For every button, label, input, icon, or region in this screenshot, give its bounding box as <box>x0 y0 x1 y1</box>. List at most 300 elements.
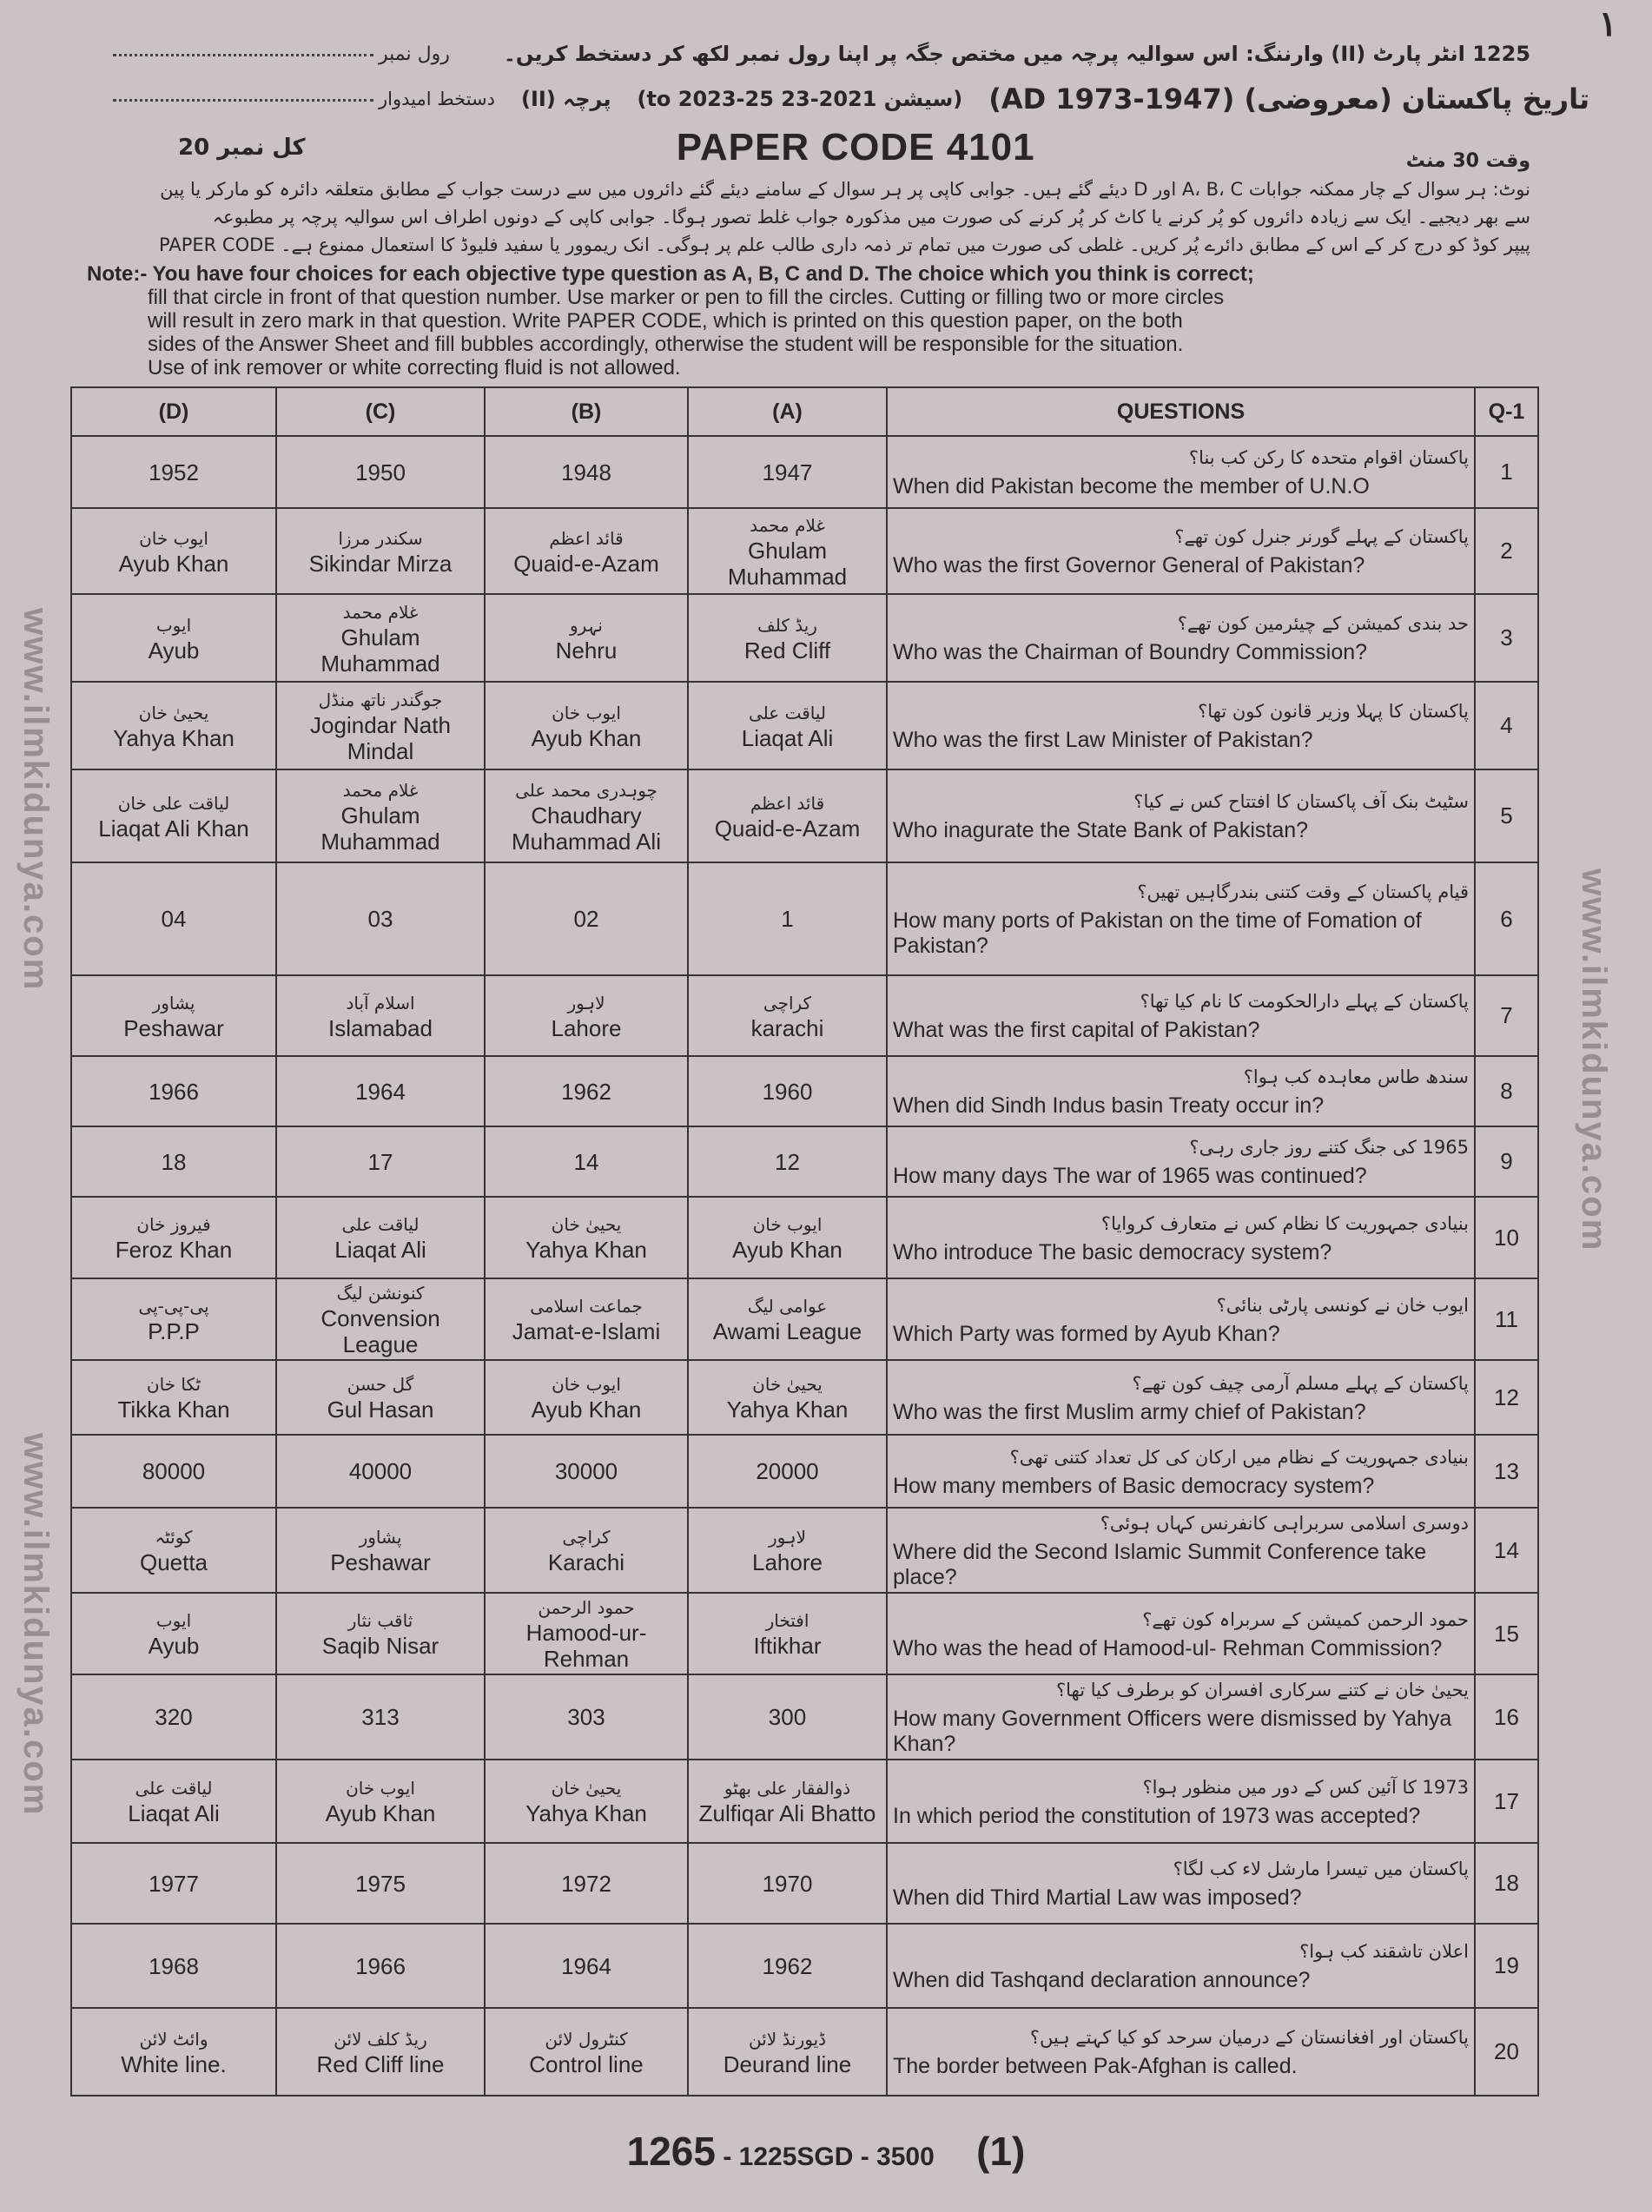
option-urdu: حمود الرحمن <box>538 1597 635 1618</box>
question-urdu: 1965 کی جنگ کتنے روز جاری رہی؟ <box>1189 1137 1469 1158</box>
option-english: Islamabad <box>328 1014 433 1041</box>
total-marks: کل نمبر 20 <box>178 135 306 161</box>
option-b <box>485 1126 688 1197</box>
question-english: How many ports of Pakistan on the time of Fomation of Pakistan? <box>893 908 1422 958</box>
option-c <box>276 975 485 1056</box>
question-number: 4 <box>1475 682 1538 769</box>
question-urdu: بنیادی جمہوریت کا نظام کس نے متعارف کروایا؟ <box>1100 1212 1469 1234</box>
table-row <box>71 1674 1538 1760</box>
question-english: When did Third Martial Law was imposed? <box>893 1885 1302 1910</box>
option-urdu: کنونشن لیگ <box>336 1283 425 1304</box>
option-b <box>485 1056 688 1126</box>
table-row <box>71 508 1538 594</box>
option-b <box>485 1278 688 1360</box>
option-urdu: ثاقب نثار <box>347 1610 413 1631</box>
question-number: 20 <box>1475 2008 1538 2096</box>
option-c <box>276 1674 485 1760</box>
question-english: Who was the first Muslim army chief of Pakistan? <box>893 1399 1366 1424</box>
option-urdu: نہرو <box>570 614 603 636</box>
option-c <box>276 1197 485 1278</box>
option-english: Nehru <box>555 637 618 664</box>
option-b <box>485 594 688 682</box>
option-english: Red Cliff line <box>316 2050 445 2077</box>
option-d <box>71 2008 276 2096</box>
option-urdu: ایوب خان <box>752 1214 823 1235</box>
option-english: Ayub Khan <box>118 550 229 577</box>
question-english: Who was the first Law Minister of Pakistan? <box>893 728 1313 752</box>
option-english: Ghulam Muhammad <box>727 537 848 590</box>
option-b <box>485 2008 688 2096</box>
footer-code: 1265 <box>626 2129 716 2174</box>
question-number: 1 <box>1475 436 1538 508</box>
urdu-note-line: نوٹ: ہر سوال کے چار ممکنہ جوابات A، B، C اور D دیئے گئے ہیں۔ جوابی کاپی پر ہر سوال کے سامنے دیئے گئے دائروں میں سے درست جواب کے مطابق متعلقہ دائرہ کو مارکر یا پین <box>160 179 1530 200</box>
option-a <box>688 862 887 975</box>
option-b <box>485 862 688 975</box>
option-b <box>485 1197 688 1278</box>
question-cell <box>887 2008 1475 2096</box>
option-b <box>485 682 688 769</box>
table-row <box>71 594 1538 682</box>
option-english: 303 <box>567 1704 605 1730</box>
header-row-2 <box>113 76 1590 122</box>
question-cell <box>887 682 1475 769</box>
table-row <box>71 1197 1538 1278</box>
question-cell <box>887 436 1475 508</box>
urdu-note-line: پیپر کوڈ کو درج کر کے اس کے مطابق دائرے پُر کریں۔ غلطی کی صورت میں تمام تر ذمہ داری طالب علم پر ہوگی۔ انک ریموور یا سفید فلیوڈ کا استعمال ممنوع ہے۔ PAPER CODE <box>159 234 1530 255</box>
question-urdu: یحییٰ خان نے کتنے سرکاری افسران کو برطرف کیا تھا؟ <box>1055 1680 1469 1700</box>
option-a <box>688 1843 887 1924</box>
option-urdu: گل حسن <box>347 1374 414 1395</box>
table-row <box>71 769 1538 862</box>
option-c <box>276 1360 485 1435</box>
question-number: 11 <box>1475 1278 1538 1360</box>
option-urdu: اسلام آباد <box>346 992 415 1014</box>
option-english: 1970 <box>762 1870 813 1897</box>
option-c <box>276 682 485 769</box>
option-english: Zulfiqar Ali Bhatto <box>698 1800 876 1826</box>
option-urdu: لیاقت علی <box>341 1214 420 1235</box>
question-cell <box>887 1843 1475 1924</box>
option-urdu: ایوب <box>155 614 192 636</box>
option-d <box>71 1508 276 1593</box>
header-c: (C) <box>276 387 485 436</box>
option-urdu: پی-پی-پی <box>138 1296 209 1317</box>
table-row <box>71 1126 1538 1197</box>
watermark: www.ilmkidunya.com <box>1575 868 1613 1252</box>
english-note-line: sides of the Answer Sheet and fill bubbles accordingly, otherwise the student will be responsible for the situation. <box>148 333 1184 356</box>
option-english: 1964 <box>561 1952 611 1979</box>
header-d: (D) <box>71 387 276 436</box>
option-english: Peshawar <box>123 1014 224 1041</box>
option-a <box>688 769 887 862</box>
option-c <box>276 1056 485 1126</box>
option-urdu: لیاقت علی <box>748 702 826 723</box>
question-cell <box>887 1197 1475 1278</box>
option-english: Awami League <box>712 1318 862 1344</box>
signature-field <box>113 89 495 109</box>
option-english: 40000 <box>348 1458 413 1484</box>
option-english: Lahore <box>551 1014 622 1041</box>
table-row <box>71 1843 1538 1924</box>
option-english: Sikindar Mirza <box>308 550 453 577</box>
option-english: Ayub <box>148 637 200 664</box>
option-english: 12 <box>775 1148 800 1175</box>
option-english: Jogindar Nath Mindal <box>310 711 451 764</box>
question-urdu: پاکستان میں تیسرا مارشل لاء کب لگا؟ <box>1173 1859 1469 1879</box>
question-cell <box>887 1508 1475 1593</box>
table-row <box>71 682 1538 769</box>
watermark: www.ilmkidunya.com <box>17 1433 55 1817</box>
question-english: When did Sindh Indus basin Treaty occur in? <box>893 1093 1325 1118</box>
question-number: 15 <box>1475 1593 1538 1674</box>
option-a <box>688 1674 887 1760</box>
option-b <box>485 1593 688 1674</box>
option-b <box>485 1508 688 1593</box>
urdu-note-line: سے بھر دیجیے۔ ایک سے زیادہ دائروں کو پُر کرنے یا کاٹ کر پُر کرنے کی صورت میں مذکورہ جواب غلط تصور ہوگا۔ جوابی کاپی کے دونوں اطراف اس سوالیہ پرچہ پر مطبوعہ <box>212 207 1530 228</box>
option-english: Chaudhary Muhammad Ali <box>512 802 661 855</box>
option-urdu: ایوب خان <box>139 527 208 549</box>
question-urdu: پاکستان کے پہلے دارالحکومت کا نام کیا تھا؟ <box>1140 991 1469 1012</box>
option-english: Ayub <box>148 1633 200 1659</box>
table-row <box>71 862 1538 975</box>
english-note-line: Use of ink remover or white correcting fluid is not allowed. <box>148 356 681 380</box>
option-urdu: یحییٰ خان <box>551 1778 622 1799</box>
option-d <box>71 1924 276 2008</box>
question-cell <box>887 1593 1475 1674</box>
option-english: Tikka Khan <box>117 1397 230 1423</box>
option-urdu: لاہور <box>768 1527 807 1548</box>
option-urdu: کنٹرول لائن <box>545 2028 628 2050</box>
english-note-line: Note:- You have four choices for each objective type question as A, B, C and D. The choice which you think is correct; <box>87 262 1254 286</box>
roll-number-label: رول نمبر <box>379 43 450 65</box>
option-c <box>276 594 485 682</box>
table-row <box>71 1593 1538 1674</box>
option-b <box>485 1843 688 1924</box>
option-c <box>276 1126 485 1197</box>
option-a <box>688 508 887 594</box>
question-number: 8 <box>1475 1056 1538 1126</box>
option-english: Ayub Khan <box>531 1397 642 1423</box>
option-a <box>688 1924 887 2008</box>
option-english: 1966 <box>149 1078 199 1105</box>
option-urdu: ایوب خان <box>346 1778 415 1799</box>
option-english: Yahya Khan <box>726 1397 849 1423</box>
option-english: karachi <box>750 1014 824 1041</box>
option-urdu: ڈیورنڈ لائن <box>748 2028 827 2050</box>
question-cell <box>887 1126 1475 1197</box>
mcq-table <box>70 386 1539 2096</box>
option-a <box>688 682 887 769</box>
option-c <box>276 2008 485 2096</box>
option-urdu: ایوب <box>155 1610 192 1631</box>
option-english: Deurand line <box>723 2050 852 2077</box>
option-a <box>688 2008 887 2096</box>
option-english: Quaid-e-Azam <box>714 815 861 842</box>
option-english: Liaqat Ali <box>128 1800 220 1826</box>
option-a <box>688 1126 887 1197</box>
option-english: 80000 <box>142 1458 206 1484</box>
question-number: 3 <box>1475 594 1538 682</box>
option-urdu: عوامی لیگ <box>747 1296 828 1317</box>
option-english: White line. <box>121 2050 227 2077</box>
question-number: 10 <box>1475 1197 1538 1278</box>
option-c <box>276 1435 485 1508</box>
question-english: In which period the constitution of 1973 was accepted? <box>893 1803 1421 1828</box>
question-number: 12 <box>1475 1360 1538 1435</box>
option-b <box>485 769 688 862</box>
option-c <box>276 508 485 594</box>
table-row <box>71 975 1538 1056</box>
watermark: www.ilmkidunya.com <box>17 608 55 992</box>
option-english: Ayub Khan <box>531 724 642 751</box>
option-english: Liaqat Ali <box>741 724 834 751</box>
table-row <box>71 1278 1538 1360</box>
option-c <box>276 436 485 508</box>
question-english: Who was the first Governor General of Pakistan? <box>893 553 1365 578</box>
question-english: How many members of Basic democracy system? <box>893 1473 1375 1498</box>
option-english: 1948 <box>561 459 611 485</box>
table-row <box>71 1760 1538 1843</box>
option-urdu: لیاقت علی خان <box>117 792 230 814</box>
question-urdu: پاکستان اقوام متحدہ کا رکن کب بنا؟ <box>1188 447 1469 468</box>
option-a <box>688 436 887 508</box>
option-english: 03 <box>367 906 393 932</box>
option-english: Saqib Nisar <box>321 1633 439 1659</box>
question-urdu: دوسری اسلامی سربراہی کانفرنس کہاں ہوئی؟ <box>1100 1513 1469 1534</box>
option-d <box>71 1593 276 1674</box>
option-d <box>71 1843 276 1924</box>
option-english: Convension League <box>320 1305 440 1357</box>
table-row <box>71 1508 1538 1593</box>
option-english: Red Cliff <box>743 637 831 664</box>
option-english: 1952 <box>149 459 199 485</box>
table-row <box>71 2008 1538 2096</box>
option-english: 18 <box>161 1148 187 1175</box>
option-d <box>71 436 276 508</box>
option-d <box>71 682 276 769</box>
option-d <box>71 862 276 975</box>
question-english: Where did the Second Islamic Summit Conference take place? <box>893 1540 1427 1589</box>
question-cell <box>887 508 1475 594</box>
option-d <box>71 1126 276 1197</box>
option-urdu: غلام محمد <box>750 514 825 536</box>
question-english: What was the first capital of Pakistan? <box>893 1018 1260 1042</box>
option-c <box>276 862 485 975</box>
question-urdu: بنیادی جمہوریت کے نظام میں ارکان کی کل تعداد کتنی تھی؟ <box>1009 1446 1469 1468</box>
option-english: 14 <box>573 1148 599 1175</box>
option-d <box>71 1056 276 1126</box>
option-a <box>688 1360 887 1435</box>
option-english: 1950 <box>355 459 406 485</box>
question-english: How many Government Officers were dismissed by Yahya Khan? <box>893 1707 1452 1756</box>
question-urdu: پاکستان اور افغانستان کے درمیان سرحد کو کیا کہتے ہیں؟ <box>1029 2027 1469 2048</box>
question-urdu: اعلان تاشقند کب ہوا؟ <box>1299 1941 1469 1962</box>
option-a <box>688 975 887 1056</box>
question-cell <box>887 1924 1475 2008</box>
option-urdu: یحییٰ خان <box>752 1374 823 1395</box>
header-a: (A) <box>688 387 887 436</box>
option-english: 04 <box>161 906 187 932</box>
option-english: 1972 <box>561 1870 611 1897</box>
option-urdu: افتخار <box>765 1610 809 1631</box>
question-urdu: پاکستان کے پہلے گورنر جنرل کون تھے؟ <box>1174 526 1469 547</box>
option-c <box>276 1508 485 1593</box>
option-urdu: ذوالفقار علی بھٹو <box>724 1778 851 1799</box>
question-cell <box>887 1278 1475 1360</box>
option-english: Gul Hasan <box>327 1397 434 1423</box>
option-english: Quetta <box>139 1549 208 1575</box>
option-urdu: قائد اعظم <box>750 792 825 814</box>
question-cell <box>887 975 1475 1056</box>
time-allowed: وقت 30 منٹ <box>1405 150 1530 172</box>
option-urdu: کوئٹہ <box>155 1527 193 1548</box>
option-a <box>688 594 887 682</box>
option-urdu: لاہور <box>567 992 605 1014</box>
question-number: 16 <box>1475 1674 1538 1760</box>
option-urdu: وائٹ لائن <box>139 2028 208 2050</box>
option-english: 1977 <box>149 1870 199 1897</box>
option-b <box>485 436 688 508</box>
question-urdu: حد بندی کمیشن کے چیئرمین کون تھے؟ <box>1177 613 1469 634</box>
question-number: 19 <box>1475 1924 1538 2008</box>
question-cell <box>887 594 1475 682</box>
question-urdu: پاکستان کے پہلے مسلم آرمی چیف کون تھے؟ <box>1132 1372 1469 1394</box>
option-urdu: ایوب خان <box>552 1374 621 1395</box>
option-english: Yahya Khan <box>525 1800 647 1826</box>
option-d <box>71 1278 276 1360</box>
question-urdu: ایوب خان نے کونسی پارٹی بنائی؟ <box>1216 1294 1469 1316</box>
question-english: The border between Pak-Afghan is called. <box>893 2054 1298 2078</box>
table-row <box>71 1056 1538 1126</box>
question-number: 5 <box>1475 769 1538 862</box>
option-urdu: کراچی <box>562 1527 611 1548</box>
warning-line: 1225 انٹر پارٹ (II) وارننگ: اس سوالیہ پرچہ میں مختص جگہ پر اپنا رول نمبر لکھ کر دستخط کریں۔ <box>503 42 1530 66</box>
header-b: (B) <box>485 387 688 436</box>
option-english: 02 <box>573 906 599 932</box>
option-urdu: یحییٰ خان <box>551 1214 622 1235</box>
option-english: 300 <box>768 1704 807 1730</box>
option-english: Quaid-e-Azam <box>513 550 659 577</box>
question-urdu: سندھ طاس معاہدہ کب ہوا؟ <box>1243 1066 1469 1087</box>
option-c <box>276 1593 485 1674</box>
option-english: Liaqat Ali <box>334 1237 426 1263</box>
option-c <box>276 1924 485 2008</box>
question-urdu: قیام پاکستان کے وقت کتنی بندرگاہیں تھیں؟ <box>1137 881 1469 902</box>
option-english: Ayub Khan <box>325 1800 436 1826</box>
option-d <box>71 1760 276 1843</box>
table-row <box>71 1360 1538 1435</box>
question-english: Who introduce The basic democracy system? <box>893 1239 1332 1264</box>
question-urdu: پاکستان کا پہلا وزیر قانون کون تھا؟ <box>1198 701 1469 722</box>
question-english: Who was the Chairman of Boundry Commission? <box>893 640 1368 664</box>
option-b <box>485 1360 688 1435</box>
option-d <box>71 1197 276 1278</box>
question-urdu: 1973 کا آئین کس کے دور میں منظور ہوا؟ <box>1142 1776 1469 1798</box>
option-urdu: سکندر مرزا <box>338 527 423 549</box>
option-urdu: غلام محمد <box>342 601 419 623</box>
option-english: Ghulam Muhammad <box>320 624 440 677</box>
option-english: 1968 <box>149 1952 199 1979</box>
question-english: How many days The war of 1965 was continued? <box>893 1164 1367 1188</box>
option-english: P.P.P <box>148 1318 200 1344</box>
question-cell <box>887 769 1475 862</box>
option-a <box>688 1593 887 1674</box>
option-english: Iftikhar <box>753 1633 822 1659</box>
option-b <box>485 1924 688 2008</box>
option-english: 1 <box>781 906 794 932</box>
table-row <box>71 1924 1538 2008</box>
question-cell <box>887 1674 1475 1760</box>
question-english: When did Pakistan become the member of U.N.O <box>893 474 1370 499</box>
paper-code: PAPER CODE 4101 <box>676 126 1035 168</box>
option-english: Liaqat Ali Khan <box>98 815 249 842</box>
option-english: Ghulam Muhammad <box>320 802 440 855</box>
question-number: 17 <box>1475 1760 1538 1843</box>
option-english: Karachi <box>547 1549 625 1575</box>
question-cell <box>887 1435 1475 1508</box>
option-urdu: ٹکا خان <box>146 1374 202 1395</box>
option-a <box>688 1435 887 1508</box>
question-number: 6 <box>1475 862 1538 975</box>
option-english: Control line <box>529 2050 644 2077</box>
question-cell <box>887 1760 1475 1843</box>
option-urdu: غلام محمد <box>342 779 419 801</box>
header-row-1 <box>113 35 1530 73</box>
option-english: Hamood-ur- Rehman <box>525 1620 647 1672</box>
option-english: Yahya Khan <box>525 1237 647 1263</box>
option-urdu: لیاقت علی <box>135 1778 213 1799</box>
option-english: 1960 <box>762 1078 813 1105</box>
option-urdu: پشاور <box>152 992 195 1014</box>
option-d <box>71 594 276 682</box>
english-note <box>0 259 1652 380</box>
option-d <box>71 1674 276 1760</box>
footer-page: (1) <box>976 2129 1026 2174</box>
option-english: 1964 <box>355 1078 406 1105</box>
question-number: 7 <box>1475 975 1538 1056</box>
option-urdu: ریڈ کلف لائن <box>334 2028 427 2050</box>
option-urdu: فیروز خان <box>136 1214 211 1235</box>
roll-number-field <box>113 43 450 65</box>
option-d <box>71 1435 276 1508</box>
option-english: 1975 <box>355 1870 406 1897</box>
option-urdu: یحییٰ خان <box>138 702 209 723</box>
header-row-3 <box>113 123 1530 172</box>
question-number: 14 <box>1475 1508 1538 1593</box>
option-b <box>485 975 688 1056</box>
option-english: 313 <box>361 1704 400 1730</box>
option-english: 20000 <box>756 1458 819 1484</box>
option-english: 1966 <box>355 1952 406 1979</box>
header <box>0 0 1652 172</box>
question-english: Who inagurate the State Bank of Pakistan? <box>893 818 1309 842</box>
option-english: 1947 <box>762 459 813 485</box>
option-c <box>276 1760 485 1843</box>
urdu-note <box>0 172 1652 259</box>
subject-title: تاریخ پاکستان (معروضی) (1947-1973 AD) <box>988 83 1590 116</box>
option-urdu: قائد اعظم <box>549 527 624 549</box>
option-a <box>688 1278 887 1360</box>
option-a <box>688 1197 887 1278</box>
question-cell <box>887 1056 1475 1126</box>
question-urdu: سٹیٹ بنک آف پاکستان کا افتتاح کس نے کیا؟ <box>1133 791 1469 812</box>
table-row <box>71 436 1538 508</box>
paper-number: پرچہ (II) <box>521 87 611 111</box>
question-number: 2 <box>1475 508 1538 594</box>
question-number: 18 <box>1475 1843 1538 1924</box>
option-a <box>688 1508 887 1593</box>
session: (سیشن 2021-23 to 2023-25) <box>637 87 963 111</box>
